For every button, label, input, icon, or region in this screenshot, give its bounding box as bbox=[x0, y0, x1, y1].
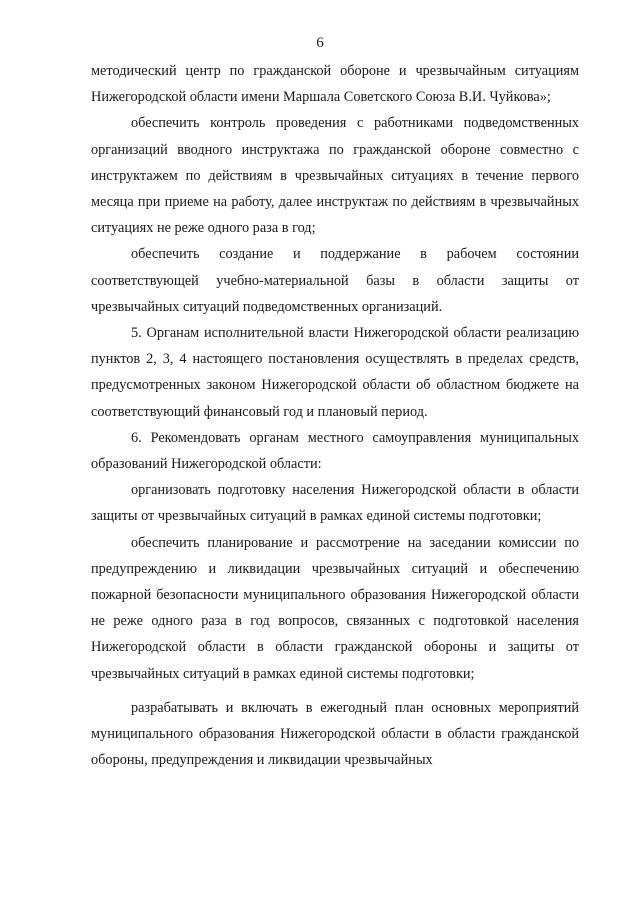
document-body bbox=[91, 58, 579, 773]
paragraph-item-5: 5. Органам исполнительной власти Нижегородской области реализацию пунктов 2, 3, 4 настоящего постановления осуществлять в пределах средств, предусмотренных законом Нижегородской области об областном бюджете на соответствующий финансовый год и плановый период. bbox=[91, 325, 579, 420]
paragraph-annual-plan: разрабатывать и включать в ежегодный план основных мероприятий муниципального образования Нижегородской области в области гражданской обороны, предупреждения и ликвидации чрезвычайных bbox=[91, 699, 579, 769]
paragraph-planning-review: обеспечить планирование и рассмотрение на заседании комиссии по предупреждению и ликвидации чрезвычайных ситуаций и обеспечению пожарной безопасности муниципального образования Нижегородской области не реже одного раза в год вопросов, связанных с подготовкой населения Нижегородской области в области гражданской обороны и защиты от чрезвычайных ситуаций в рамках единой системы подготовки; bbox=[91, 534, 579, 682]
page-number: 6 bbox=[316, 35, 324, 51]
paragraph-continuation: методический центр по гражданской обороне и чрезвычайным ситуациям Нижегородской области имени Маршала Советского Союза В.И. Чуйкова»; bbox=[91, 63, 579, 106]
paragraph-item-6: 6. Рекомендовать органам местного самоуправления муниципальных образований Нижегородской области: bbox=[91, 429, 579, 473]
paragraph-training-base: обеспечить создание и поддержание в рабочем состоянии соответствующей учебно-материальной базы в области защиты от чрезвычайных ситуаций подведомственных организаций. bbox=[91, 246, 579, 315]
paragraph-organize-training: организовать подготовку населения Нижегородской области в области защиты от чрезвычайных ситуаций в рамках единой системы подготовки; bbox=[91, 482, 579, 525]
paragraph-instruction-control: обеспечить контроль проведения с работниками подведомственных организаций вводного инструктажа по гражданской обороне совместно с инструктажем по действиям в чрезвычайных ситуациях в течение первого месяца при приеме на работу, далее инструктаж по действиям в чрезвычайных ситуациях не реже одного раза в год; bbox=[91, 115, 579, 237]
